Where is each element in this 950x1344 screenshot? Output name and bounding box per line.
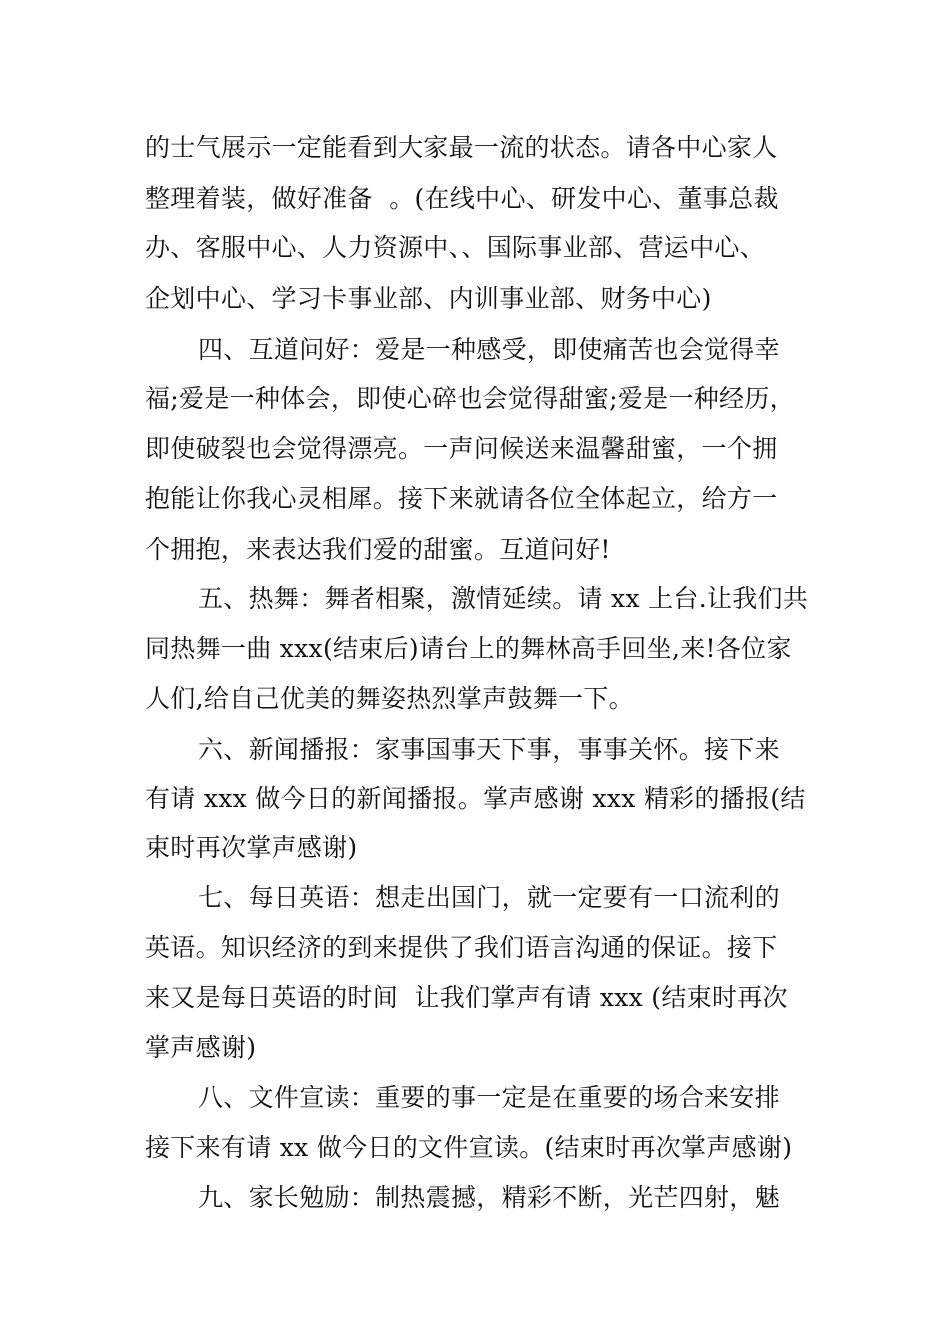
- paragraph-line: 英语。知识经济的到来提供了我们语言沟通的保证。接下: [145, 933, 778, 962]
- paragraph-line: 即使破裂也会觉得漂亮。一声问候送来温馨甜蜜，一个拥: [145, 434, 778, 463]
- paragraph-line: 六、新闻播报：家事国事天下事，事事关怀。接下来: [198, 735, 780, 764]
- paragraph-line: 掌声感谢): [145, 1033, 257, 1062]
- paragraph-line: 来又是每日英语的时间 让我们掌声有请 xxx (结束时再次: [145, 983, 788, 1012]
- paragraph-line: 七、每日英语：想走出国门，就一定要有一口流利的: [198, 883, 780, 912]
- paragraph-line: 接下来有请 xx 做今日的文件宣读。(结束时再次掌声感谢): [145, 1133, 793, 1162]
- paragraph-line: 个拥抱，来表达我们爱的甜蜜。互道问好!: [145, 535, 611, 564]
- paragraph-line: 抱能让你我心灵相犀。接下来就请各位全体起立，给方一: [145, 484, 778, 513]
- paragraph-line: 有请 xxx 做今日的新闻播报。掌声感谢 xxx 精彩的播报(结: [145, 784, 806, 813]
- paragraph-line: 福;爱是一种体会，即使心碎也会觉得甜蜜;爱是一种经历，: [145, 384, 795, 413]
- paragraph-line: 九、家长勉励：制热震撼，精彩不断，光芒四射，魅: [198, 1183, 780, 1212]
- paragraph-line: 五、热舞：舞者相聚，激情延续。请 xx 上台.让我们共: [198, 584, 809, 613]
- paragraph-line: 办、客服中心、人力资源中、、国际事业部、营运中心、: [145, 233, 766, 262]
- paragraph-line: 八、文件宣读：重要的事一定是在重要的场合来安排: [198, 1083, 780, 1112]
- paragraph-line: 人们,给自己优美的舞姿热烈掌声鼓舞一下。: [145, 684, 634, 713]
- paragraph-line: 束时再次掌声感谢): [145, 833, 358, 862]
- paragraph-line: 同热舞一曲 xxx(结束后)请台上的舞林高手回坐,来!各位家: [145, 634, 792, 663]
- paragraph-line: 整理着装，做好准备 。(在线中心、研发中心、董事总裁: [145, 184, 779, 213]
- paragraph-line: 企划中心、学习卡事业部、内训事业部、财务中心): [145, 284, 712, 313]
- paragraph-line: 的士气展示一定能看到大家最一流的状态。请各中心家人: [145, 133, 778, 162]
- paragraph-line: 四、互道问好：爱是一种感受，即使痛苦也会觉得幸: [198, 335, 780, 364]
